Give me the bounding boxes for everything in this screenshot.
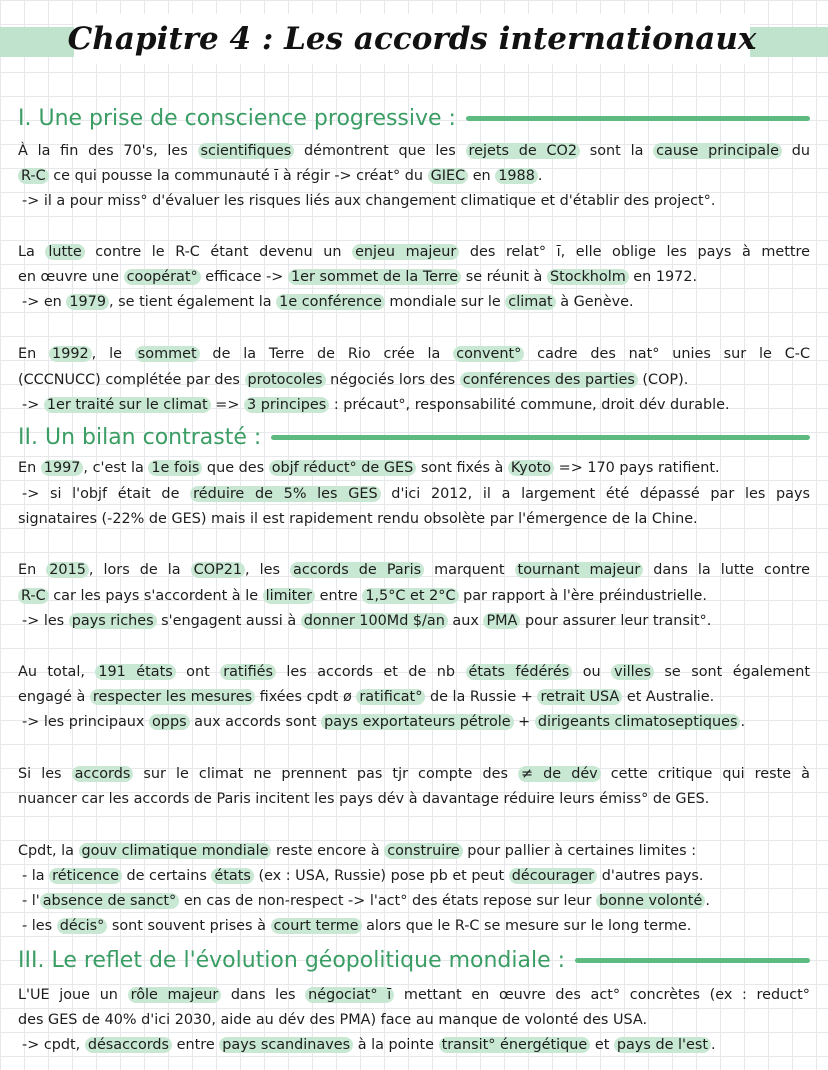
text-segment: à Genève. [555,294,634,310]
text-line [18,762,810,786]
text-segment: => 170 pays ratifient. [554,460,720,476]
text-segment: sont souvent prises à [107,918,271,934]
text-line [18,265,810,289]
highlighted-keyword: réduire de 5% les GES [190,486,380,502]
text-segment: , les [245,562,291,578]
highlighted-keyword: 1e conférence [276,294,385,310]
highlighted-keyword: court terme [271,918,362,934]
highlighted-keyword: limiter [263,588,315,604]
text-line [22,393,814,417]
heading-underline [466,116,810,121]
text-segment: , c'est la [83,460,149,476]
text-line [18,342,810,366]
text-line [18,1008,810,1032]
heading-underline [575,958,810,963]
highlighted-keyword: 3 principes [244,397,329,413]
highlighted-keyword: R-C [18,588,49,604]
text-segment: -> il a pour miss° d'évaluer les risques liés aux changement climatique et d'établir des project°. [22,193,716,209]
highlighted-keyword: opps [149,714,190,730]
text-line [18,983,810,1007]
text-segment: Si les [18,766,72,782]
highlighted-keyword: désaccords [85,1037,172,1053]
highlighted-keyword: 1er traité sur le climat [44,397,211,413]
text-line [18,368,810,392]
highlighted-keyword: états [211,868,253,884]
text-segment: sont la [580,143,654,159]
text-segment: cadre des nat° unies sur le C-C [524,346,811,362]
text-segment: entre [172,1037,220,1053]
highlighted-keyword: états fédérés [466,664,573,680]
highlighted-keyword: tournant majeur [515,562,644,578]
highlighted-keyword: pays exportateurs pétrole [321,714,513,730]
highlighted-keyword: pays scandinaves [219,1037,353,1053]
text-line [18,787,810,811]
text-line [18,139,810,163]
text-segment: du [781,143,810,159]
text-line [22,189,814,213]
text-segment: entre [315,588,363,604]
section-heading-text: II. Un bilan contrasté : [18,424,262,450]
text-line [22,609,814,633]
text-line [22,710,814,734]
text-segment: à la pointe [353,1037,439,1053]
title-box [67,14,757,64]
text-line [18,164,810,188]
text-segment: - les [22,918,57,934]
highlighted-keyword: gouv climatique mondiale [79,843,272,859]
text-segment: en cas de non-respect -> l'act° des états repose sur leur [179,893,596,909]
text-segment: en 1972. [628,269,698,285]
text-line [18,660,810,684]
text-segment: mondiale sur le [384,294,506,310]
highlighted-keyword: Kyoto [508,460,554,476]
text-segment: négociés lors des [325,372,460,388]
text-segment: -> les [22,613,69,629]
highlighted-keyword: coopérat° [124,269,201,285]
text-segment: les accords et de nb [275,664,466,680]
highlighted-keyword: GIEC [428,168,469,184]
highlighted-keyword: COP21 [191,562,245,578]
highlighted-keyword: scientifiques [198,143,295,159]
text-segment: cette critique qui reste à [600,766,811,782]
highlighted-keyword: 1er sommet de la Terre [288,269,461,285]
text-segment: des GES de 40% d'ici 2030, aide au dév des PMA) face au manque de volonté des USA. [18,1012,648,1028]
highlighted-keyword: ≠ de dév [518,766,601,782]
text-line [18,240,810,264]
highlighted-keyword: lutte [45,244,84,260]
highlighted-keyword: ratificat° [356,689,425,705]
highlighted-keyword: absence de sanct° [40,893,180,909]
highlighted-keyword: réticence [49,868,122,884]
highlighted-keyword: 1992 [49,346,92,362]
highlighted-keyword: cause principale [653,143,782,159]
highlighted-keyword: 191 états [95,664,175,680]
text-segment: alors que le R-C se mesure sur le long terme. [361,918,692,934]
highlighted-keyword: construire [384,843,462,859]
highlighted-keyword: dirigeants climatoseptiques [535,714,741,730]
text-segment: des relat° ī, elle oblige les pays à mettre [459,244,810,260]
text-segment: engagé à [18,689,90,705]
highlighted-keyword: 1e fois [148,460,202,476]
text-segment: => [210,397,244,413]
highlighted-keyword: 1997 [41,460,84,476]
text-segment: d'ici 2012, il a largement été dépassé par les pays [380,486,810,502]
text-segment: , se tient également la [109,294,277,310]
text-segment: (COP). [637,372,689,388]
text-line [18,839,810,863]
text-segment: . [705,893,710,909]
text-segment: : précaut°, responsabilité commune, droit dév durable. [329,397,730,413]
text-segment: en [468,168,496,184]
highlighted-keyword: convent° [453,346,524,362]
highlighted-keyword: transit° énergétique [439,1037,591,1053]
text-segment: En [18,460,41,476]
text-segment: de la Terre de Rio crée la [199,346,454,362]
text-segment: car les pays s'accordent à le [48,588,263,604]
text-segment: . [740,714,746,730]
text-segment: . [537,168,543,184]
text-segment: Au total, [18,664,96,680]
text-segment: aux accords sont [189,714,322,730]
text-line [22,889,814,913]
text-segment: -> les principaux [22,714,149,730]
text-segment: nuancer car les accords de Paris incitent les pays dév à davantage réduire leurs émiss° de GES. [18,791,710,807]
highlighted-keyword: 1,5°C et 2°C [362,588,458,604]
text-line [18,507,810,531]
text-segment: dans la lutte contre [643,562,810,578]
text-segment: d'autres pays. [597,868,704,884]
text-segment: -> si l'objf était de [22,486,191,502]
text-segment: (ex : USA, Russie) pose pb et peut [253,868,509,884]
text-segment: ce qui pousse la communauté ī à régir -> créat° du [48,168,428,184]
highlighted-keyword: 2015 [46,562,89,578]
text-segment: contre le R-C étant devenu un [84,244,353,260]
text-segment: par rapport à l'ère préindustrielle. [458,588,707,604]
highlighted-keyword: protocoles [245,372,326,388]
text-line [22,1033,814,1057]
highlighted-keyword: rejets de CO2 [466,143,580,159]
text-segment: -> cpdt, [22,1037,85,1053]
highlighted-keyword: négociat° ī [305,987,394,1003]
text-segment: fixées cpdt ø [255,689,357,705]
highlighted-keyword: conférences des parties [460,372,638,388]
text-line [22,914,814,938]
text-segment: aux [447,613,484,629]
text-segment: mettant en œuvre des act° concrètes (ex : reduct° [394,987,810,1003]
highlighted-keyword: rôle majeur [128,987,222,1003]
section-heading-text: I. Une prise de conscience progressive : [18,105,456,131]
highlighted-keyword: respecter les mesures [90,689,255,705]
text-segment: -> en [22,294,67,310]
highlighted-keyword: sommet [135,346,200,362]
highlighted-keyword: enjeu majeur [352,244,459,260]
section-heading-1 [18,102,810,134]
text-segment: signataires (-22% de GES) mais il est rapidement rendu obsolète par l'émergence de la Chine. [18,511,698,527]
text-segment: (CCCNUCC) complétée par des [18,372,245,388]
text-segment: -> [22,397,44,413]
highlighted-keyword: bonne volonté [596,893,705,909]
section-heading-3 [18,944,810,976]
text-segment: ont [175,664,221,680]
highlighted-keyword: 1988 [495,168,538,184]
highlighted-keyword: R-C [18,168,49,184]
text-segment: démontrent que les [294,143,466,159]
highlighted-keyword: ratifiés [220,664,276,680]
text-line [18,584,810,608]
text-segment: de certains [121,868,212,884]
section-heading-2 [18,421,810,453]
text-segment: pour assurer leur transit°. [520,613,712,629]
highlighted-keyword: décis° [57,918,108,934]
text-segment: sont fixés à [416,460,508,476]
text-segment: que des [202,460,269,476]
text-segment: , lors de la [88,562,191,578]
text-segment: pour pallier à certaines limites : [462,843,697,859]
text-segment: - la [22,868,50,884]
highlighted-keyword: retrait USA [537,689,622,705]
highlighted-keyword: décourager [509,868,597,884]
text-segment: En [18,346,50,362]
highlighted-keyword: objf réduct° de GES [269,460,417,476]
text-line [22,290,814,314]
text-line [22,864,814,888]
text-segment: dans les [221,987,306,1003]
highlighted-keyword: 1979 [66,294,109,310]
highlighted-keyword: Stockholm [547,269,629,285]
text-segment: de la Russie + [425,689,538,705]
text-segment: marquent [424,562,515,578]
text-segment: ou [572,664,612,680]
text-segment: En [18,562,47,578]
text-line [18,685,810,709]
text-line [22,482,810,506]
highlighted-keyword: climat [505,294,555,310]
highlighted-keyword: villes [611,664,654,680]
text-line [18,558,810,582]
text-segment: sur le climat ne prennent pas tjr compte des [133,766,519,782]
text-segment: . [710,1037,716,1053]
text-segment: , le [91,346,135,362]
highlighted-keyword: accords [72,766,134,782]
page-title: Chapitre 4 : Les accords internationaux [67,21,757,57]
text-segment: À la fin des 70's, les [18,143,198,159]
text-segment: La [18,244,46,260]
highlighted-keyword: pays de l'est [614,1037,711,1053]
highlighted-keyword: PMA [483,613,520,629]
text-segment: en œuvre une [18,269,124,285]
highlighted-keyword: donner 100Md $/an [301,613,448,629]
text-segment: efficace -> [200,269,288,285]
text-segment: + [513,714,535,730]
text-segment: et [590,1037,614,1053]
text-line [18,456,810,480]
text-segment: reste encore à [271,843,385,859]
text-segment: se sont également [653,664,811,680]
highlighted-keyword: pays riches [69,613,157,629]
highlighted-keyword: accords de Paris [290,562,424,578]
text-segment: se réunit à [461,269,547,285]
text-segment: L'UE joue un [18,987,128,1003]
text-segment: s'engagent aussi à [156,613,301,629]
text-segment: et Australie. [622,689,715,705]
heading-underline [271,435,810,440]
text-segment: Cpdt, la [18,843,79,859]
text-segment: - l' [22,893,40,909]
section-heading-text: III. Le reflet de l'évolution géopolitique mondiale : [18,947,566,973]
